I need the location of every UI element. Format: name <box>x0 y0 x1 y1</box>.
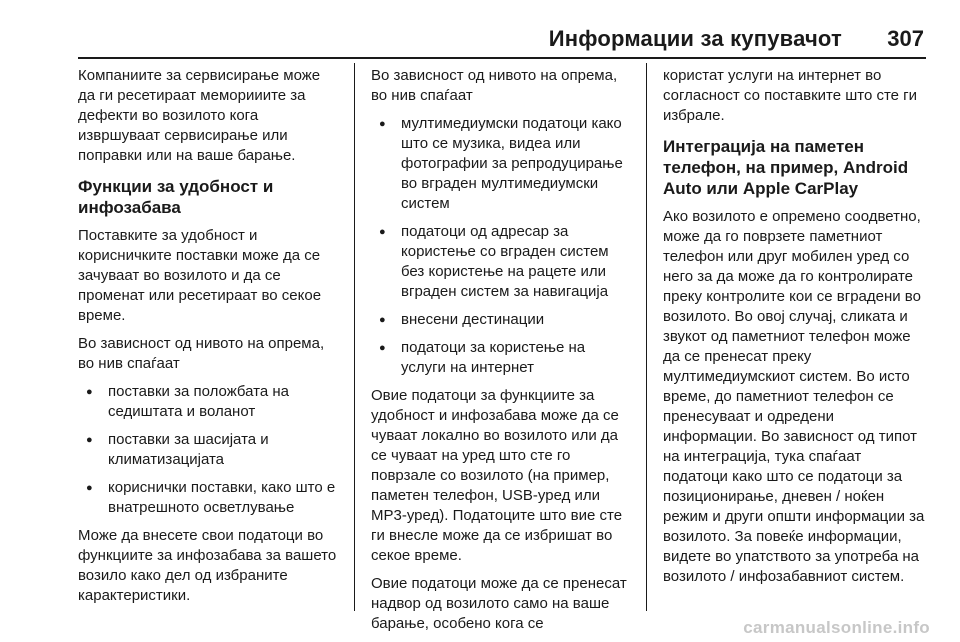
column-divider-2 <box>646 63 647 611</box>
list-item: ● податоци од адресар за користење со вграден систем без користење на рацете или вграден систем за навигација <box>371 222 633 302</box>
col2-bullet-list <box>371 114 633 378</box>
column-1 <box>78 66 340 614</box>
col1-paragraph-4: Може да внесете свои податоци во функциите за инфозабава за вашето возило како дел од избраните карактеристики. <box>78 527 337 604</box>
column-divider-1 <box>354 63 355 611</box>
list-item: ● мултимедиумски податоци како што се музика, видеа или фотографии за репродуцирање во вграден мултимедиумски систем <box>371 114 633 214</box>
col1-bullet-list <box>78 382 340 518</box>
col1-paragraph-3: Во зависност од нивото на опрема, во нив спаѓаат <box>78 335 325 372</box>
col2-paragraph-1: Во зависност од нивото на опрема, во нив спаѓаат <box>371 67 618 104</box>
col3-heading: Интеграција на паметен телефон, на пример, Android Auto или Apple CarPlay <box>663 137 909 198</box>
list-item: ● кориснички поставки, како што е внатрешното осветлување <box>78 478 340 518</box>
col2-paragraph-2: Овие податоци за функциите за удобност и инфозабава може да се чуваат локално во возилото или да се чуваат на уред што сте го поврзале со возилото (на пример, паметен телефон, USB-уред или MP3-уред). Податоците што вие сте ги внесле може да се избришат во секое време. <box>371 387 623 564</box>
list-item: ● внесени дестинации <box>371 310 633 330</box>
page-header <box>0 0 960 58</box>
col1-heading: Функции за удобност и инфозабава <box>78 177 274 217</box>
list-item: ● поставки за шасијата и климатизацијата <box>78 430 340 470</box>
header-rule <box>78 57 926 59</box>
list-item: ● поставки за положбата на седиштата и воланот <box>78 382 340 422</box>
header-title: Информации за купувачот <box>548 26 842 51</box>
col3-paragraph-1: користат услуги на интернет во согласност со поставките што сте ги избрале. <box>663 67 918 124</box>
column-2 <box>371 66 633 642</box>
column-3 <box>663 66 925 595</box>
col1-paragraph-2: Поставките за удобност и корисничките поставки може да се зачуваат во возилото и да се променат или ресетираат во секое време. <box>78 227 322 324</box>
list-item: ● податоци за користење на услуги на интернет <box>371 338 633 378</box>
col2-paragraph-3: Овие податоци може да се пренесат надвор од возилото само на ваше барање, особено кога се <box>371 575 627 632</box>
col1-paragraph-1: Компаниите за сервисирање може да ги ресетираат меморииите за дефекти во возилото кога извршуваат сервисирање или поправки или на ваше барање. <box>78 67 321 164</box>
watermark: carmanualsonline.info <box>743 618 930 637</box>
page-number: 307 <box>887 26 924 51</box>
col3-paragraph-2: Ако возилото е опремено соодветно, може да го поврзете паметниот телефон или друг мобилен уред со него за да може да го контролирате преку контролите кои се вградени во возилото. Во овој случај, сликата и звукот од паметниот телефон може да се пренесат преку мултимедиумскиот систем. Во исто време, до паметниот телефон се пренесуваат и одредени информации. Во зависност од типот на интеграција, тука спаѓаат податоци како што се податоци за позиционирање, дневен / ноќен режим и други општи информации за возилото. За повеќе информации, видете во упатството за употреба на возилото / инфозабавниот систем. <box>663 208 925 585</box>
